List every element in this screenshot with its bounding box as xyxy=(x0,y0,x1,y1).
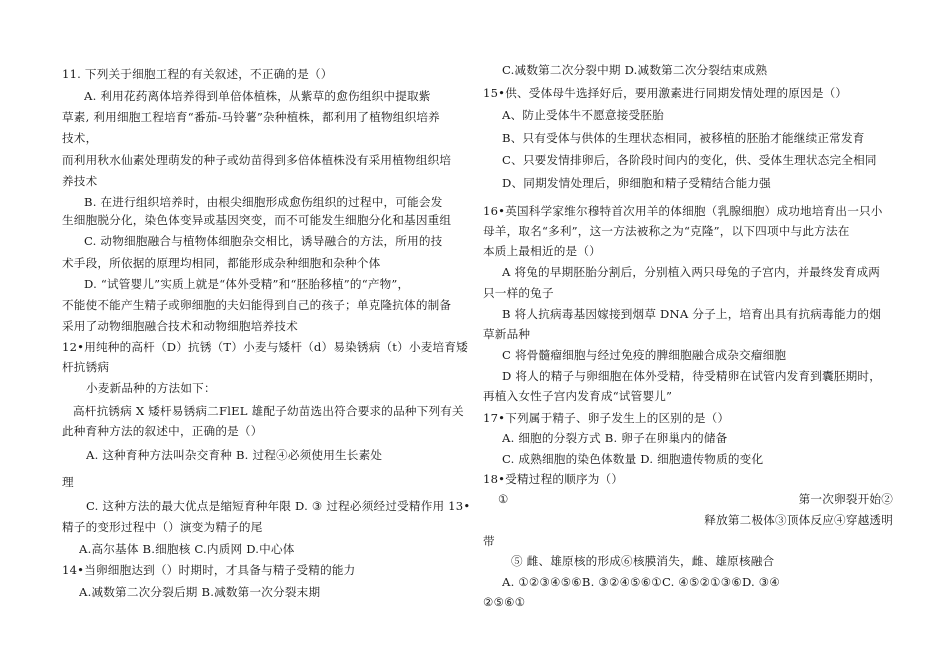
q12-stem-3: 小麦新品种的方法如下： xyxy=(86,381,216,395)
q11-option-a-3: 技术， xyxy=(62,131,98,145)
q16-stem: 16•英国科学家维尔穆特首次用羊的体细胞（乳腺细胞）成功地培育出一只小 xyxy=(483,204,883,218)
q18-stem: 18•受精过程的顺序为（） xyxy=(483,472,624,486)
q11-option-b: B. 在进行组织培养时，由根尖细胞形成愈伤组织的过程中，可能会发 xyxy=(84,195,443,209)
q18-steps-2-4: 释放第二极体③顶体反应④穿越透明 xyxy=(704,513,893,527)
q17-options-cd: C. 成熟细胞的染色体数量 D. 细胞遗传物质的变化 xyxy=(502,452,764,466)
q12-stem: 12•用纯种的高杆（D）抗锈（T）小麦与矮杆（d）易染锈病（t）小麦培育矮 xyxy=(62,340,468,354)
q14-options-cd: C.减数第二次分裂中期 D.减数第二次分裂结束成熟 xyxy=(502,63,768,77)
q15-stem: 15•供、受体母牛选择好后，要用激素进行同期发情处理的原因是（） xyxy=(483,86,848,100)
q15-option-d: D、同期发情处理后，卵细胞和精子受精结合能力强 xyxy=(502,176,771,190)
q11-option-a-5: 养技术 xyxy=(62,174,98,188)
q16-option-d: D 将人的精子与卵细胞在体外受精，待受精卵在试管内发育到囊胚期时， xyxy=(502,369,881,383)
q11-option-a-4: 而利用秋水仙素处理萌发的种子或幼苗得到多倍体植株没有采用植物组织培 xyxy=(62,153,452,167)
q15-option-c: C、只要发情排卵后，各阶段时间内的变化，供、受体生理状态完全相同 xyxy=(502,153,877,167)
q15-option-a: A、防止受体牛不愿意接受胚胎 xyxy=(502,108,664,122)
q16-option-b-2: 草新品种 xyxy=(483,327,531,341)
q14-stem: 14•当卵细胞达到（）时期时，才具备与精子受精的能力 xyxy=(62,563,356,577)
q16-option-c: C 将骨髓瘤细胞与经过免疫的脾细胞融合成杂交瘤细胞 xyxy=(502,348,787,362)
q18-options: A. ①②③④⑤⑥B. ③②④⑤⑥①C. ④⑤②①③⑥D. ③④ xyxy=(502,575,780,589)
q11-stem: 11. 下列关于细胞工程的有关叙述，不正确的是（） xyxy=(62,67,333,81)
q12-option-ab-2: 理 xyxy=(62,475,74,489)
q18-step-1-text: 第一次卵裂开始② xyxy=(798,492,893,506)
q16-stem-3: 本质上最相近的是（） xyxy=(483,244,601,258)
q16-option-b: B 将人抗病毒基因嫁接到烟草 DNA 分子上，培育出具有抗病毒能力的烟 xyxy=(502,307,882,321)
q18-options-2: ②⑤⑥① xyxy=(483,595,526,609)
q16-option-a: A 将兔的早期胚胎分割后，分别植入两只母兔的子宫内，并最终发育成两 xyxy=(502,265,881,279)
q13-stem: 精子的变形过程中（）演变为精子的尾 xyxy=(62,520,263,534)
q11-option-a-2: 草素, 利用细胞工程培育“番茄-马铃薯”杂种植株，都利用了植物组织培养 xyxy=(62,110,440,124)
q16-option-a-2: 只一样的兔子 xyxy=(483,286,554,300)
q12-scheme-2: 此种育种方法的叙述中，正确的是（） xyxy=(62,424,263,438)
q11-option-d-3: 采用了动物细胞融合技术和动物细胞培养技术 xyxy=(62,319,298,333)
q12-scheme: 高杆抗锈病 X 矮杆易锈病二FlEL 雄配子幼苗选出符合要求的品种下列有关 xyxy=(73,404,464,418)
q11-option-d: D. “试管婴儿”实质上就是“体外受精”和“胚胎移植”的“产物”， xyxy=(84,277,410,291)
q15-option-b: B、只有受体与供体的生理状态相同，被移植的胚胎才能继续正常发育 xyxy=(502,131,865,145)
q18-steps-5-6: ⑤ 雌、雄原核的形成⑥核膜消失，雌、雄原核融合 xyxy=(511,554,775,568)
q16-option-d-2: 再植入女性子宫内发育成“试管婴儿” xyxy=(483,389,673,403)
q11-option-a: A. 利用花药离体培养得到单倍体植株，从紫草的愈伤组织中提取紫 xyxy=(84,89,431,103)
q18-step-1: ① xyxy=(498,492,509,506)
q11-option-c: C. 动物细胞融合与植物体细胞杂交相比，诱导融合的方法，所用的技 xyxy=(84,234,443,248)
q12-option-cd: C. 这种方法的最大优点是缩短育种年限 D. ③ 过程必须经过受精作用 13• xyxy=(86,499,471,513)
q17-stem: 17•下列属于精子、卵子发生上的区别的是（） xyxy=(483,411,730,425)
q11-option-d-2: 不能使不能产生精子或卵细胞的夫妇能得到自己的孩子；单克隆抗体的制备 xyxy=(62,298,452,312)
q18-steps-2-4-cont: 带 xyxy=(483,534,495,548)
q16-stem-2: 母羊，取名“多利”，这一方法被称之为“克隆”，以下四项中与此方法在 xyxy=(483,224,850,238)
q17-options-ab: A. 细胞的分裂方式 B. 卵子在卵巢内的储备 xyxy=(502,431,728,445)
q12-option-ab: A. 这种育种方法叫杂交育种 B. 过程④必须使用生长素处 xyxy=(86,448,383,462)
q14-options-ab: A.减数第二次分裂后期 B.减数第一次分裂末期 xyxy=(79,585,321,599)
q13-options: A.高尔基体 B.细胞核 C.内质网 D.中心体 xyxy=(79,542,295,556)
q12-stem-2: 杆抗锈病 xyxy=(62,360,110,374)
q11-option-b-2: 生细胞脱分化，染色体变异或基因突变，而不可能发生细胞分化和基因重组 xyxy=(62,213,452,227)
q11-option-c-2: 术手段，所依据的原理均相同，都能形成杂种细胞和杂种个体 xyxy=(62,256,381,270)
